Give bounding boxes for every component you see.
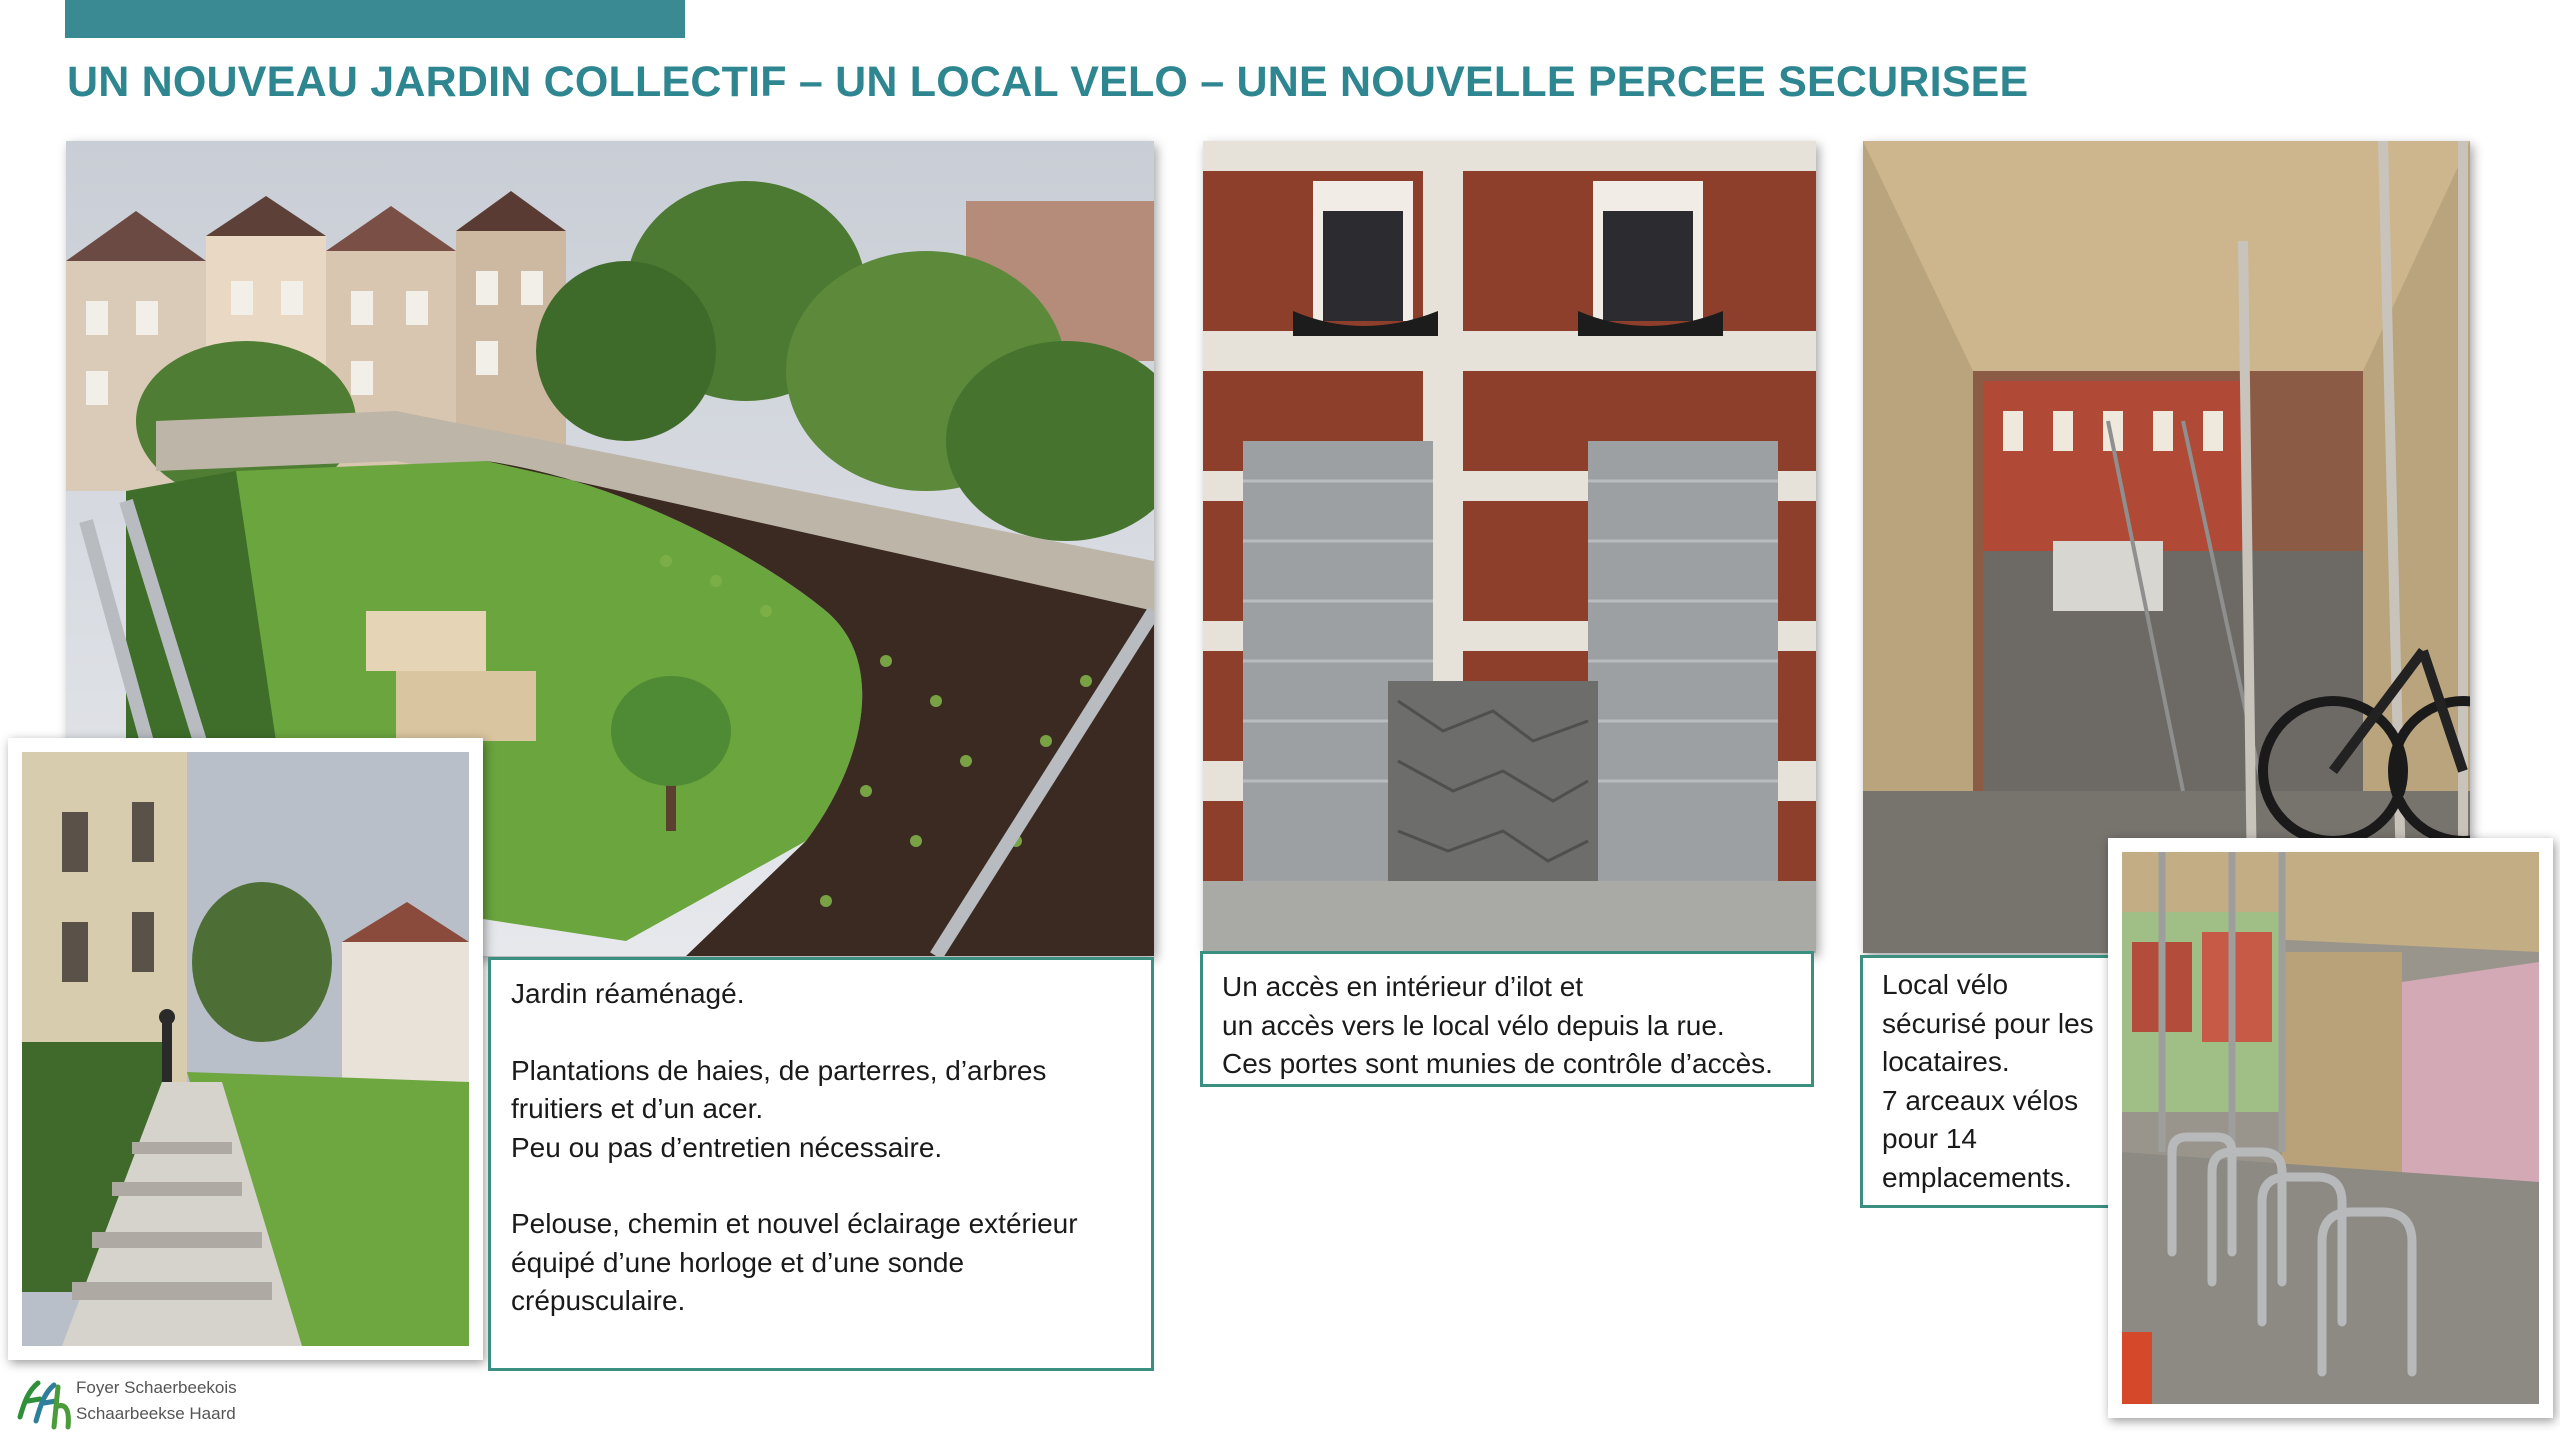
garden-caption-intro: Jardin réaménagé. [511, 978, 745, 1009]
garden-path-photo [8, 738, 483, 1360]
bike-racks-photo [2108, 838, 2553, 1418]
bike-caption-line: sécurisé pour les [1882, 1007, 2094, 1039]
page-title: UN NOUVEAU JARDIN COLLECTIF – UN LOCAL VELO – UNE NOUVELLE PERCEE SECURISEE [67, 58, 2029, 106]
access-caption-line: un accès vers le local vélo depuis la rue. [1222, 1009, 1725, 1041]
bike-caption-box [1860, 955, 2120, 1208]
garden-caption-box [488, 957, 1154, 1371]
brick-facade-doors-photo [1203, 141, 1816, 953]
logo-line-1: Foyer Schaerbeekois [76, 1378, 237, 1397]
garden-caption-line: équipé d’une horloge et d’une sonde [511, 1246, 965, 1278]
garden-caption-line: crépusculaire. [511, 1285, 686, 1316]
logo-icon [14, 1373, 74, 1433]
garden-caption-line: Pelouse, chemin et nouvel éclairage extérieur [511, 1208, 1078, 1239]
bike-room-interior-photo [1863, 141, 2470, 953]
garden-caption-line: fruitiers et d’un acer. [511, 1093, 764, 1124]
logo-line-2: Schaarbeekse Haard [76, 1404, 236, 1423]
access-caption-line: Un accès en intérieur d’ilot et [1222, 971, 1584, 1002]
access-caption-box [1200, 951, 1814, 1087]
bike-caption-line: 7 arceaux vélos [1882, 1084, 2079, 1116]
bike-caption-line: locataires. [1882, 1046, 2010, 1077]
top-accent-bar [65, 0, 685, 38]
bike-caption-line: pour 14 [1882, 1123, 1977, 1154]
garden-caption-line: Plantations de haies, de parterres, d’arbres [511, 1054, 1047, 1086]
foyer-schaerbeekois-logo [14, 1373, 254, 1433]
access-caption-line: Ces portes sont munies de contrôle d’accès. [1222, 1048, 1773, 1079]
garden-caption-line: Peu ou pas d’entretien nécessaire. [511, 1131, 943, 1163]
bike-caption-line: Local vélo [1882, 969, 2009, 1000]
bike-caption-line: emplacements. [1882, 1161, 2072, 1193]
